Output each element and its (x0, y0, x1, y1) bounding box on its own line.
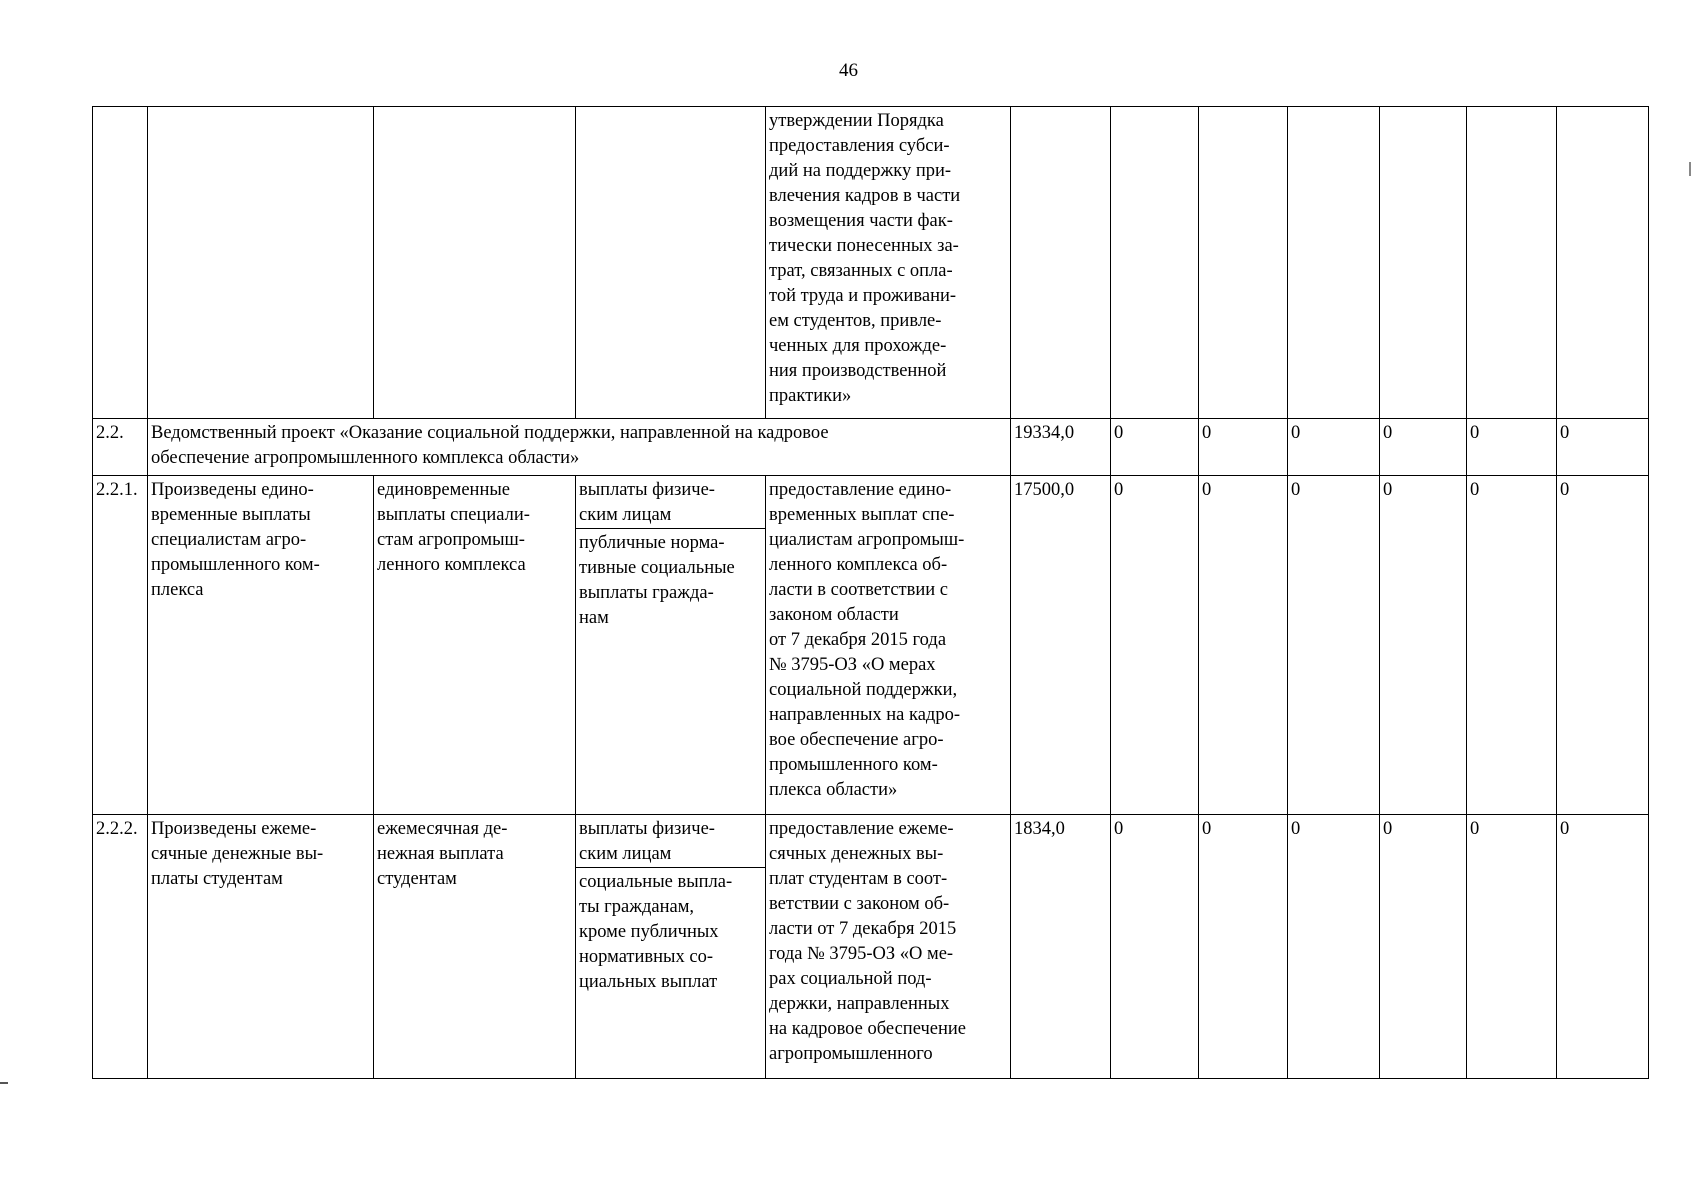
result-cell: Произведены ежеме- сячные денежные вы- платы студентам (148, 815, 374, 1079)
program-table (92, 106, 1649, 1079)
row-number: 2.2. (93, 419, 148, 476)
amount-cell: 0 (1111, 815, 1199, 1079)
amount-total: 1834,0 (1011, 815, 1111, 1079)
table-row (93, 107, 1649, 419)
amount-cell: 0 (1557, 476, 1649, 815)
amount-cell: 0 (1557, 815, 1649, 1079)
scan-mark (0, 1082, 8, 1084)
result-cell: Произведены едино- временные выплаты специалистам агро- промышленного ком- плекса (148, 476, 374, 815)
expense-type-secondary: социальные выпла- ты гражданам, кроме публичных нормативных со- циальных выплат (579, 872, 733, 992)
expense-type-primary: выплаты физиче- ским лицам (576, 476, 765, 529)
amount-cell (1288, 107, 1380, 419)
amount-cell: 0 (1199, 815, 1288, 1079)
amount-total: 17500,0 (1011, 476, 1111, 815)
characteristic-cell: ежемесячная де- нежная выплата студентам (374, 815, 576, 1079)
basis-cell: утверждении Порядка предоставления субси- дий на поддержку при- влечения кадров в части возмещения части фак- тически понесенных за- трат, связанных с опла- той труда и проживани- ем студентов, привле- ченных для прохожде- ния производственной практики» (766, 107, 1011, 419)
amount-total (1011, 107, 1111, 419)
project-title: Ведомственный проект «Оказание социальной поддержки, направленной на кадровое обеспечение агропромышленного комплекса области» (148, 419, 1011, 476)
amount-cell (1557, 107, 1649, 419)
amount-cell: 0 (1467, 476, 1557, 815)
amount-cell: 0 (1199, 476, 1288, 815)
table-row (93, 815, 1649, 1079)
amount-cell (1380, 107, 1467, 419)
amount-cell (1199, 107, 1288, 419)
amount-total: 19334,0 (1011, 419, 1111, 476)
result-cell (148, 107, 374, 419)
table-row (93, 419, 1649, 476)
expense-type-secondary: публичные норма- тивные социальные выплаты гражда- нам (579, 533, 735, 628)
row-number: 2.2.1. (93, 476, 148, 815)
amount-cell (1467, 107, 1557, 419)
row-number: 2.2.2. (93, 815, 148, 1079)
row-number (93, 107, 148, 419)
amount-cell: 0 (1380, 476, 1467, 815)
amount-cell: 0 (1380, 815, 1467, 1079)
scan-mark (1689, 162, 1691, 176)
basis-cell: предоставление едино- временных выплат спе- циалистам агропромыш- ленного комплекса об- ласти в соответствии с законом области от 7 декабря 2015 года № 3795-ОЗ «О мерах социальной поддержки, направленных на кадро- вое обеспечение агро- промышленного ком- плекса области» (766, 476, 1011, 815)
amount-cell: 0 (1288, 476, 1380, 815)
amount-cell: 0 (1557, 419, 1649, 476)
expense-type-cell (576, 815, 766, 1079)
amount-cell: 0 (1380, 419, 1467, 476)
amount-cell: 0 (1467, 419, 1557, 476)
characteristic-cell (374, 107, 576, 419)
table-row (93, 476, 1649, 815)
expense-type-primary: выплаты физиче- ским лицам (576, 815, 765, 868)
amount-cell: 0 (1199, 419, 1288, 476)
characteristic-cell: единовременные выплаты специали- стам агропромыш- ленного комплекса (374, 476, 576, 815)
amount-cell: 0 (1288, 419, 1380, 476)
expense-type-cell (576, 107, 766, 419)
amount-cell: 0 (1288, 815, 1380, 1079)
basis-cell: предоставление ежеме- сячных денежных вы- плат студентам в соот- ветствии с законом об- ласти от 7 декабря 2015 года № 3795-ОЗ «О ме- рах социальной под- держки, направленных на кадровое обеспечение агропромышленного (766, 815, 1011, 1079)
amount-cell (1111, 107, 1199, 419)
amount-cell: 0 (1111, 476, 1199, 815)
page-number: 46 (839, 60, 858, 81)
amount-cell: 0 (1467, 815, 1557, 1079)
expense-type-cell (576, 476, 766, 815)
amount-cell: 0 (1111, 419, 1199, 476)
